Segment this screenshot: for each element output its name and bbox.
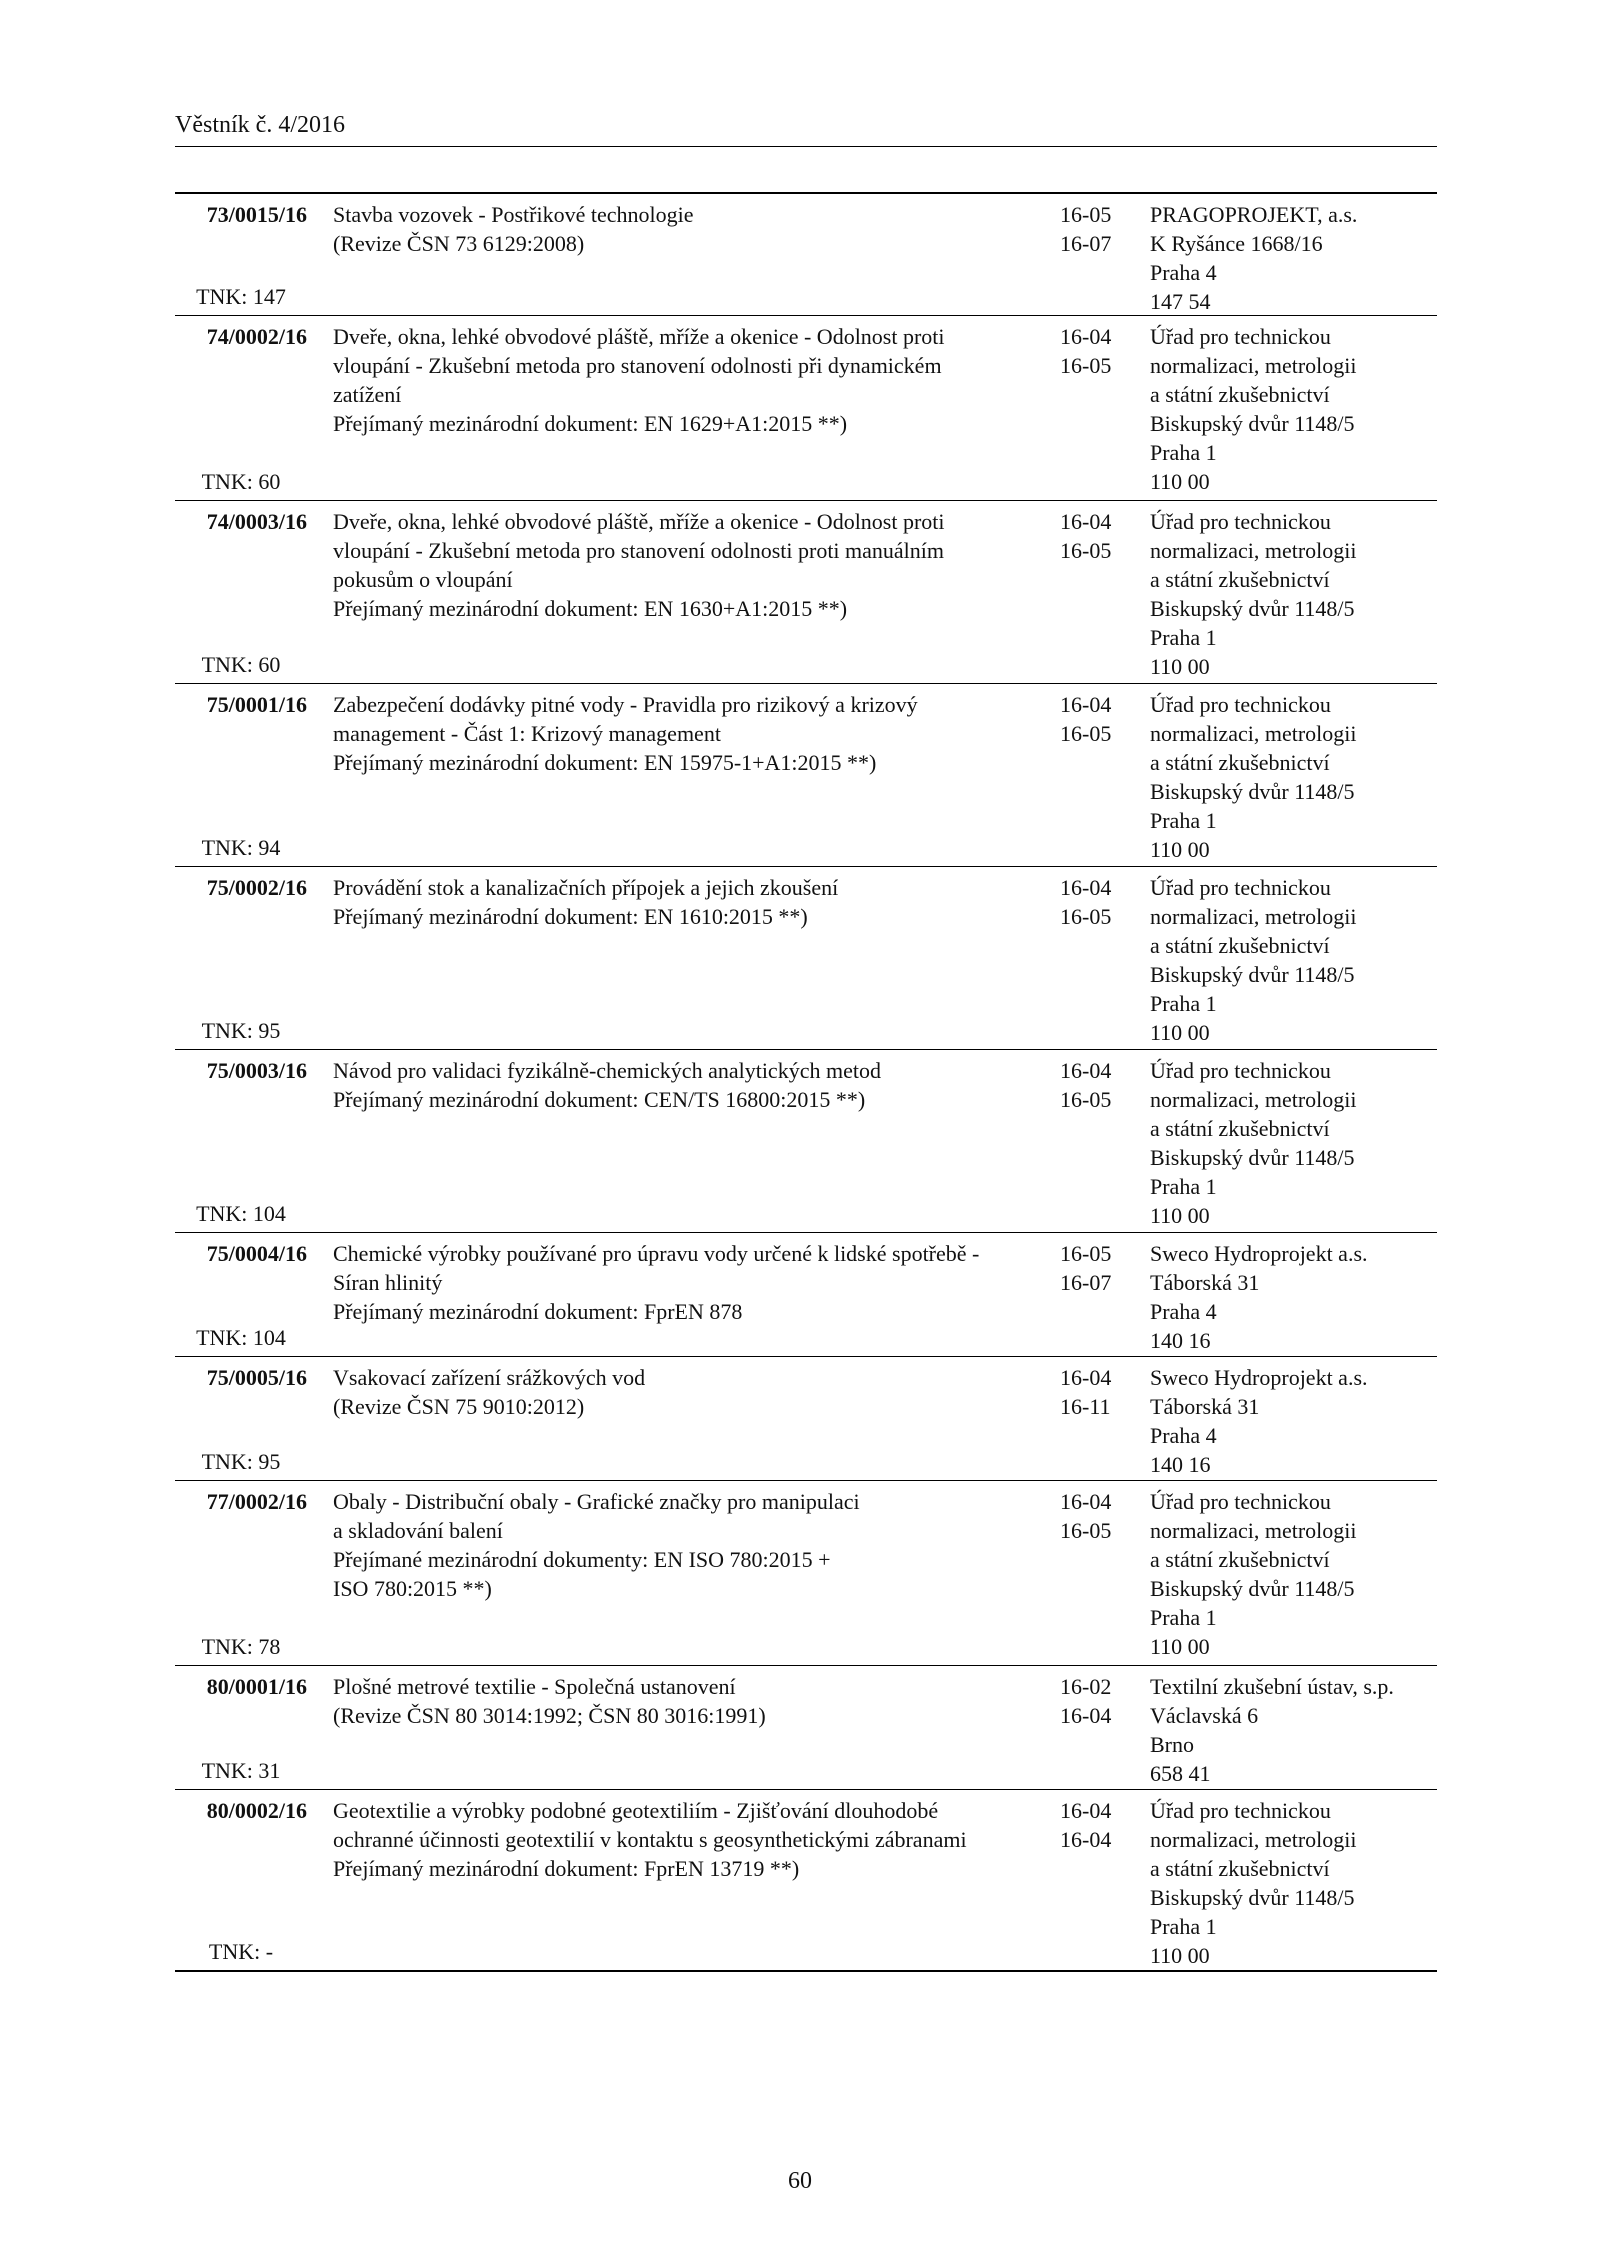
tnk-code: TNK: 78 [201,1634,281,1659]
date-value: 16-04 [1060,509,1112,534]
standard-title [333,1363,1083,1421]
title-line: Přejímaný mezinárodní dokument: EN 1610:2015 **) [333,904,808,929]
tnk-code: TNK: 94 [201,835,281,860]
table-row [175,1357,1437,1481]
date-value: 16-04 [1060,875,1112,900]
address-line: 110 00 [1150,1020,1210,1045]
processor-address [1150,200,1435,316]
table-row [175,194,1437,316]
address-line: 147 54 [1150,289,1211,314]
processor-address [1150,1056,1435,1230]
date-value: 16-04 [1060,1798,1112,1823]
address-line: a státní zkušebnictví [1150,1856,1330,1881]
table-row [175,1790,1437,1972]
standard-number: 77/0002/16 [206,1489,307,1514]
address-line: Biskupský dvůr 1148/5 [1150,596,1355,621]
standard-title [333,690,1083,777]
address-line: Václavská 6 [1150,1703,1259,1728]
page-header-title: Věstník č. 4/2016 [175,112,345,138]
address-line: normalizaci, metrologii [1150,721,1357,746]
tnk-code: TNK: 60 [201,469,281,494]
address-line: Sweco Hydroprojekt a.s. [1150,1241,1368,1266]
dates [1060,873,1130,931]
address-line: Praha 4 [1150,1423,1217,1448]
address-line: Úřad pro technickou [1150,875,1331,900]
address-line: Biskupský dvůr 1148/5 [1150,411,1355,436]
address-line: 658 41 [1150,1761,1211,1786]
title-line: Chemické výrobky používané pro úpravu vody určené k lidské spotřebě - [333,1241,980,1266]
tnk-code: TNK: 104 [196,1201,286,1226]
table-row [175,1666,1437,1790]
address-line: Biskupský dvůr 1148/5 [1150,1145,1355,1170]
address-line: normalizaci, metrologii [1150,538,1357,563]
standard-number: 75/0002/16 [206,875,307,900]
date-value: 16-04 [1060,1827,1112,1852]
standard-number: 74/0002/16 [206,324,307,349]
address-line: 110 00 [1150,469,1210,494]
address-line: Táborská 31 [1150,1270,1260,1295]
title-line: vloupání - Zkušební metoda pro stanovení odolnosti při dynamickém [333,353,942,378]
standard-number: 75/0005/16 [206,1365,307,1390]
tnk-code: TNK: 95 [201,1018,281,1043]
title-line: zatížení [333,382,402,407]
address-line: Úřad pro technickou [1150,692,1331,717]
address-line: Úřad pro technickou [1150,1489,1331,1514]
standard-number: 73/0015/16 [206,202,307,227]
standard-title [333,1239,1083,1326]
address-line: Biskupský dvůr 1148/5 [1150,779,1355,804]
address-line: Textilní zkušební ústav, s.p. [1150,1674,1394,1699]
address-line: a státní zkušebnictví [1150,933,1330,958]
title-line: Přejímaný mezinárodní dokument: CEN/TS 16800:2015 **) [333,1087,866,1112]
address-line: K Ryšánce 1668/16 [1150,231,1323,256]
date-value: 16-04 [1060,324,1112,349]
address-line: a státní zkušebnictví [1150,1547,1330,1572]
address-line: Praha 1 [1150,1914,1217,1939]
address-line: Brno [1150,1732,1194,1757]
title-line: Zabezpečení dodávky pitné vody - Pravidla pro rizikový a krizový [333,692,918,717]
processor-address [1150,322,1435,496]
address-line: normalizaci, metrologii [1150,1827,1357,1852]
address-line: Praha 4 [1150,260,1217,285]
dates [1060,1487,1130,1545]
standard-title [333,1796,1083,1883]
title-line: ochranné účinnosti geotextilií v kontaktu s geosynthetickými zábranami [333,1827,967,1852]
address-line: Praha 4 [1150,1299,1217,1324]
address-line: Biskupský dvůr 1148/5 [1150,1576,1355,1601]
title-line: (Revize ČSN 73 6129:2008) [333,231,585,256]
address-line: normalizaci, metrologii [1150,904,1357,929]
title-line: Síran hlinitý [333,1270,443,1295]
title-line: Plošné metrové textilie - Společná ustanovení [333,1674,736,1699]
address-line: Biskupský dvůr 1148/5 [1150,962,1355,987]
date-value: 16-05 [1060,1087,1112,1112]
address-line: 110 00 [1150,654,1210,679]
standard-title [333,200,1083,258]
title-line: Přejímaný mezinárodní dokument: FprEN 13719 **) [333,1856,800,1881]
dates [1060,1056,1130,1114]
address-line: Úřad pro technickou [1150,1058,1331,1083]
processor-address [1150,1796,1435,1970]
address-line: normalizaci, metrologii [1150,1087,1357,1112]
address-line: a státní zkušebnictví [1150,382,1330,407]
title-line: Přejímané mezinárodní dokumenty: EN ISO 780:2015 + [333,1547,831,1572]
tnk-code: TNK: 147 [196,284,286,309]
table-row [175,316,1437,501]
address-line: a státní zkušebnictví [1150,567,1330,592]
title-line: Stavba vozovek - Postřikové technologie [333,202,694,227]
processor-address [1150,1239,1435,1355]
date-value: 16-04 [1060,1703,1112,1728]
title-line: Dveře, okna, lehké obvodové pláště, mříže a okenice - Odolnost proti [333,509,945,534]
date-value: 16-05 [1060,538,1112,563]
table-row [175,501,1437,684]
standard-title [333,322,1083,438]
standard-number: 80/0002/16 [206,1798,307,1823]
date-value: 16-05 [1060,1241,1112,1266]
date-value: 16-05 [1060,721,1112,746]
date-value: 16-05 [1060,1518,1112,1543]
date-value: 16-04 [1060,692,1112,717]
standard-number: 75/0004/16 [206,1241,307,1266]
title-line: (Revize ČSN 75 9010:2012) [333,1394,585,1419]
address-line: Praha 1 [1150,1174,1217,1199]
dates [1060,322,1130,380]
title-line: (Revize ČSN 80 3014:1992; ČSN 80 3016:1991) [333,1703,766,1728]
address-line: Praha 1 [1150,808,1217,833]
address-line: 140 16 [1150,1452,1211,1477]
standard-title [333,1056,1083,1114]
address-line: Táborská 31 [1150,1394,1260,1419]
address-line: 110 00 [1150,1943,1210,1968]
standard-number: 75/0003/16 [206,1058,307,1083]
dates [1060,1239,1130,1297]
address-line: normalizaci, metrologii [1150,353,1357,378]
header-rule [175,146,1437,147]
standard-title [333,507,1083,623]
dates [1060,1363,1130,1421]
tnk-code: TNK: 95 [201,1449,281,1474]
table-row [175,1050,1437,1233]
title-line: a skladování balení [333,1518,503,1543]
standard-number: 75/0001/16 [206,692,307,717]
title-line: ISO 780:2015 **) [333,1576,492,1601]
date-value: 16-05 [1060,904,1112,929]
standards-table [175,192,1437,1972]
title-line: Dveře, okna, lehké obvodové pláště, mříže a okenice - Odolnost proti [333,324,945,349]
processor-address [1150,1672,1435,1788]
address-line: Praha 1 [1150,1605,1217,1630]
dates [1060,690,1130,748]
processor-address [1150,1487,1435,1661]
date-value: 16-11 [1060,1394,1111,1419]
tnk-code: TNK: 31 [201,1758,281,1783]
processor-address [1150,507,1435,681]
address-line: 110 00 [1150,837,1210,862]
date-value: 16-07 [1060,1270,1112,1295]
tnk-code: TNK: 60 [201,652,281,677]
address-line: a státní zkušebnictví [1150,1116,1330,1141]
title-line: pokusům o vloupání [333,567,513,592]
address-line: Úřad pro technickou [1150,509,1331,534]
address-line: Úřad pro technickou [1150,324,1331,349]
address-line: normalizaci, metrologii [1150,1518,1357,1543]
standard-title [333,1487,1083,1603]
date-value: 16-07 [1060,231,1112,256]
address-line: PRAGOPROJEKT, a.s. [1150,202,1358,227]
table-row [175,867,1437,1050]
table-row [175,684,1437,867]
address-line: Biskupský dvůr 1148/5 [1150,1885,1355,1910]
dates [1060,1672,1130,1730]
address-line: 140 16 [1150,1328,1211,1353]
page-number: 60 [788,2168,812,2194]
tnk-code: TNK: 104 [196,1325,286,1350]
tnk-code: TNK: - [208,1939,274,1964]
table-row [175,1481,1437,1666]
standard-number: 80/0001/16 [206,1674,307,1699]
address-line: Praha 1 [1150,625,1217,650]
address-line: 110 00 [1150,1203,1210,1228]
date-value: 16-05 [1060,353,1112,378]
processor-address [1150,873,1435,1047]
title-line: Geotextilie a výrobky podobné geotextiliím - Zjišťování dlouhodobé [333,1798,939,1823]
dates [1060,200,1130,258]
title-line: Obaly - Distribuční obaly - Grafické značky pro manipulaci [333,1489,860,1514]
address-line: Úřad pro technickou [1150,1798,1331,1823]
title-line: Přejímaný mezinárodní dokument: EN 1629+A1:2015 **) [333,411,848,436]
title-line: Provádění stok a kanalizačních přípojek a jejich zkoušení [333,875,839,900]
standard-title [333,1672,1083,1730]
title-line: Přejímaný mezinárodní dokument: EN 1630+A1:2015 **) [333,596,848,621]
date-value: 16-05 [1060,202,1112,227]
title-line: Vsakovací zařízení srážkových vod [333,1365,646,1390]
address-line: Sweco Hydroprojekt a.s. [1150,1365,1368,1390]
address-line: 110 00 [1150,1634,1210,1659]
standard-number: 74/0003/16 [206,509,307,534]
standard-title [333,873,1083,931]
date-value: 16-02 [1060,1674,1112,1699]
title-line: vloupání - Zkušební metoda pro stanovení odolnosti proti manuálním [333,538,945,563]
title-line: Návod pro validaci fyzikálně-chemických analytických metod [333,1058,881,1083]
table-row [175,1233,1437,1357]
date-value: 16-04 [1060,1365,1112,1390]
dates [1060,507,1130,565]
dates [1060,1796,1130,1854]
address-line: Praha 1 [1150,991,1217,1016]
address-line: Praha 1 [1150,440,1217,465]
date-value: 16-04 [1060,1058,1112,1083]
processor-address [1150,1363,1435,1479]
address-line: a státní zkušebnictví [1150,750,1330,775]
date-value: 16-04 [1060,1489,1112,1514]
title-line: Přejímaný mezinárodní dokument: EN 15975-1+A1:2015 **) [333,750,877,775]
processor-address [1150,690,1435,864]
title-line: management - Část 1: Krizový management [333,721,721,746]
title-line: Přejímaný mezinárodní dokument: FprEN 878 [333,1299,743,1324]
